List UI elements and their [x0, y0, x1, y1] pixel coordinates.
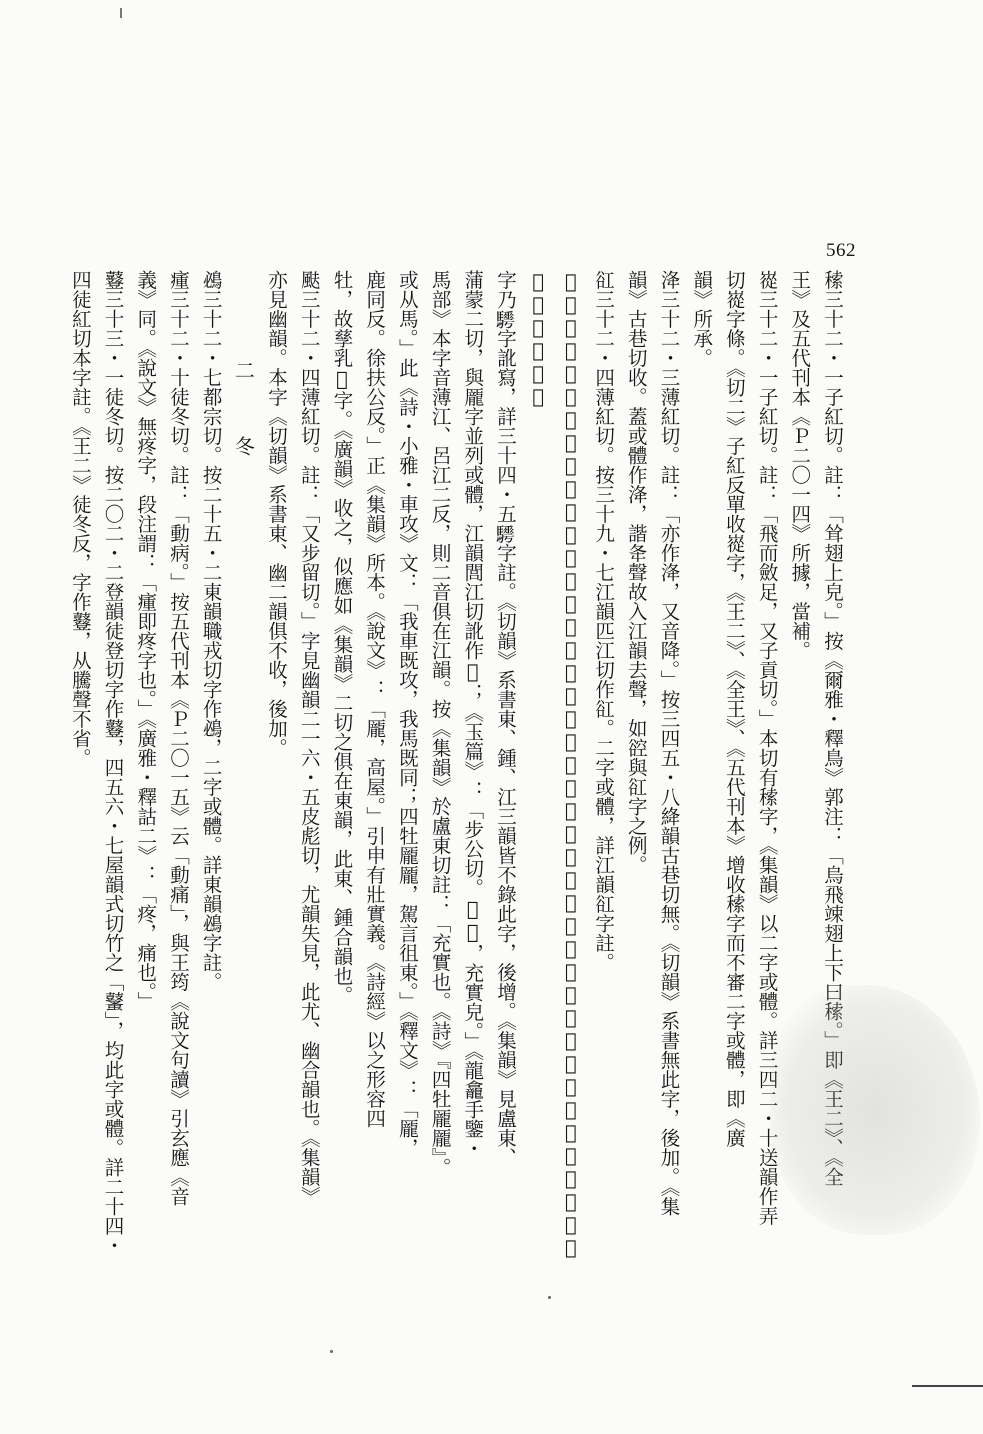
text-column: 䅴三十二・一子紅切。註：「耸翅上皃。」按《爾雅・釋鳥》郭注：「烏飛竦翅上下曰䅴。」即《王二》、《全	[821, 270, 844, 1187]
text-column: 洚三十二・三薄紅切。註：「亦作洚，又音降。」按三四五・八絳韻古巷切無。《切韻》系書無此字，後加。《集	[657, 270, 681, 1216]
seal-stamp-image	[770, 985, 980, 1235]
text-column: 切嵸字條。《切二》子紅反單收嵸字，《王二》、《全王》、《五代刊本》增收䅴字而不審二字或體，即《廣	[722, 270, 746, 1148]
text-column: 四徒紅切本字註。《王二》徒冬反，字作鼟，从騰聲不省。	[68, 270, 92, 768]
page-number: 562	[826, 240, 856, 261]
text-column: 颫三十二・四薄紅切。註：「又步留切。」字見幽韻二一六・五皮彪切，尤韻失見，此尤、幽合韻也。《集韻》	[297, 270, 321, 1206]
text-column: 韻》所承。	[690, 270, 714, 368]
text-column: 王》及五代刊本《Ｐ二〇一四》所據，當補。	[788, 270, 812, 660]
text-column: 牡，故孳乳𩧿字。《廣韻》收之，似應如《集韻》二切之俱在東韻，此東、鍾合韻也。	[330, 270, 354, 1005]
scan-mark	[548, 1296, 551, 1299]
text-column: 馬部》本字音薄江、呂江二反，則二音俱在江韻。按《集韻》於盧東切註：「充實也。《詩》『四牡龎龎』。	[428, 270, 452, 1177]
text-column: 瘇三十二・十徒冬切。註：「動病。」按五代刊本《Ｐ二〇一五》云「動痛」，與王筠《說文句讀》引玄應《音	[166, 270, 190, 1206]
text-column: 鹿同反。徐扶公反。」正《集韻》所本。《說文》：「龎，高屋。」引申有壯實義。《詩經》以之形容四	[363, 270, 387, 1128]
section-heading: 二 冬	[231, 360, 256, 474]
scan-mark	[330, 1350, 333, 1353]
text-column: 䜫三十二・四薄紅切。按三十九・七江韻匹江切作䜫。二字或體，詳江韻䜫字註。	[592, 270, 616, 972]
edge-rule-line	[912, 1385, 983, 1387]
text-column: 嵸三十二・一子紅切。註：「飛而斂足，又子貢切。」本切有䅴字，《集韻》以二字或體。詳三四二・十送韻作弄	[755, 270, 779, 1226]
text-column: 義》同。《說文》無疼字，段注謂：「瘇即疼字也。」《廣雅・釋詁二》：「疼，痛也。」	[134, 270, 158, 1011]
text-body	[68, 270, 848, 1260]
text-column: 𩧿三十二・四薄紅切。訓：「充塞皃。又音龍。」字見三十九・八江韻呂江切。「龍」音鍾韻力鍾切，是切之𩦰	[526, 270, 583, 1259]
text-column: 亦見幽韻。本字《切韻》系書東、幽二韻俱不收，後加。	[265, 270, 289, 758]
text-column: 鴓三十二・七都宗切。按二十五・二東韻職戎切字作鴓，二字或體。詳東韻鴓字註。	[199, 270, 223, 992]
text-column: 蒲蒙二切，與龎字並列或體，江韻閭江切訛作𩧿；《玉篇》：「步公切。𩧿𩧿，充實皃。」《龍龕手鑒・	[461, 270, 485, 1158]
scan-mark	[120, 8, 122, 18]
text-column: 或从馬。」此《詩・小雅・車攻》文：「我車既攻，我馬既同；四牡龎龎，駕言徂東。」《釋文》：「龎，	[395, 270, 419, 1158]
text-column: 鼟三十三・一徒冬切。按二〇二・二登韻徒登切字作鼟，四五六・七屋韻式切竹之「鼜」，均此字或體。詳二十四・	[101, 270, 125, 1255]
text-column: 韻》古巷切收。蓋或體作洚，諧夅聲故入江韻去聲，如谾與䜫字之例。	[624, 270, 648, 875]
text-column: 字乃𩦰字訛寫，詳三十四・五𩦰字註。《切韻》系書東、鍾、江三韻皆不錄此字，後增。《集韻》見盧東、	[493, 270, 517, 1167]
